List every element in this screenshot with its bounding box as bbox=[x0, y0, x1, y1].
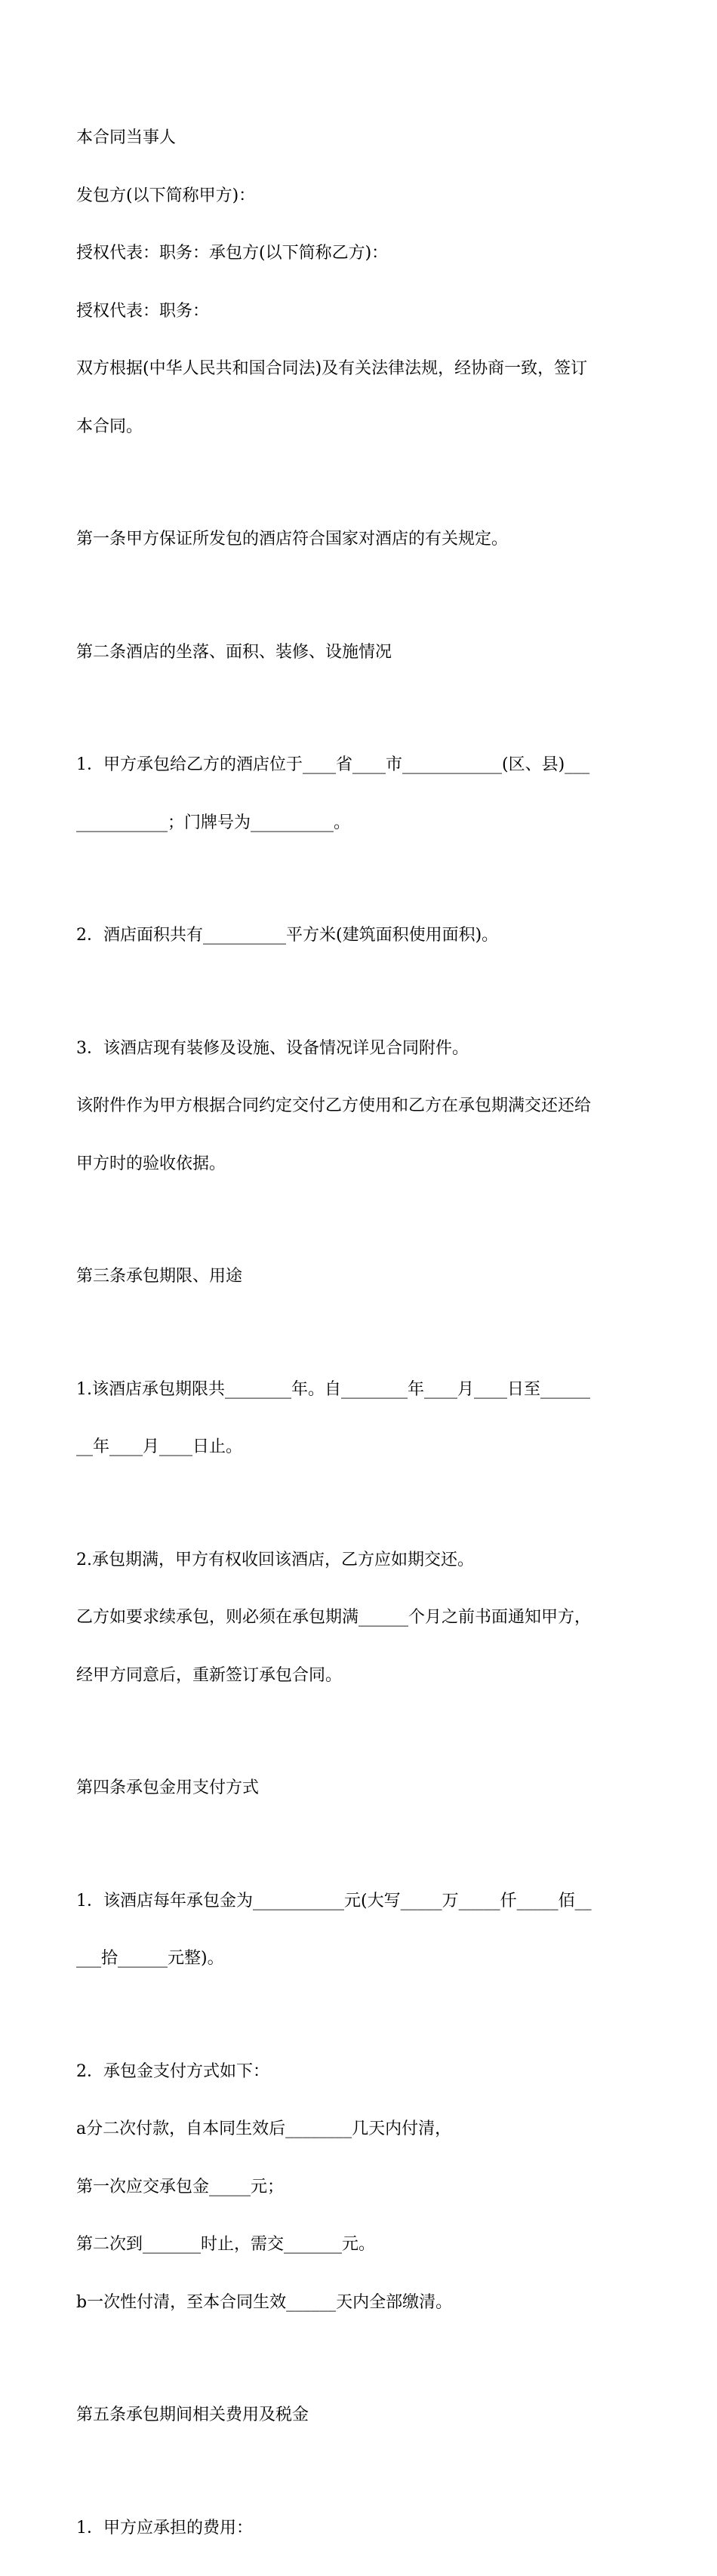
text-line: 经甲方同意后，重新签订承包合同。 bbox=[76, 1666, 642, 1686]
text-line: 3．该酒店现有装修及设施、设备情况详见合同附件。 bbox=[76, 1039, 642, 1059]
paragraph-gap bbox=[76, 1495, 642, 1512]
text-line: 本合同。 bbox=[76, 417, 642, 437]
text-line: 第三条承包期限、用途 bbox=[76, 1267, 642, 1286]
article-3-heading bbox=[76, 1228, 642, 1325]
paragraph-gap bbox=[76, 1212, 642, 1228]
paragraph-gap bbox=[76, 1837, 642, 1853]
text-line: 第二次到_______时止，需交_______元。 bbox=[76, 2235, 642, 2255]
text-line: 授权代表：职务： bbox=[76, 302, 642, 321]
text-line: 第四条承包金用支付方式 bbox=[76, 1778, 642, 1798]
article-3-item-1 bbox=[76, 1342, 642, 1495]
text-line: b一次性付清，至本合同生效______天内全部缴清。 bbox=[76, 2293, 642, 2313]
paragraph-parties bbox=[76, 90, 642, 475]
text-line: 2．酒店面积共有__________平方米(建筑面积使用面积)。 bbox=[76, 926, 642, 945]
text-line: ___________；门牌号为__________。 bbox=[76, 813, 642, 833]
text-line: 第一次应交承包金_____元； bbox=[76, 2178, 642, 2197]
text-line: 双方根据(中华人民共和国合同法)及有关法律法规，经协商一致，签订 bbox=[76, 359, 642, 379]
paragraph-gap bbox=[76, 2464, 642, 2480]
text-line: 发包方(以下简称甲方)： bbox=[76, 186, 642, 206]
text-line: 1．甲方应承担的费用： bbox=[76, 2519, 642, 2538]
article-2-item-3 bbox=[76, 1001, 642, 1213]
paragraph-gap bbox=[76, 2350, 642, 2367]
text-line: 第一条甲方保证所发包的酒店符合国家对酒店的有关规定。 bbox=[76, 530, 642, 549]
text-line: 甲方时的验收依据。 bbox=[76, 1154, 642, 1174]
paragraph-gap bbox=[76, 1723, 642, 1740]
paragraph-gap bbox=[76, 700, 642, 717]
contract-document bbox=[76, 90, 642, 2576]
text-line: 1．该酒店每年承包金为___________元(大写_____万_____仟_____佰__ bbox=[76, 1892, 642, 1911]
text-line: 该附件作为甲方根据合同约定交付乙方使用和乙方在承包期满交还还给 bbox=[76, 1096, 642, 1116]
text-line: 2．承包金支付方式如下： bbox=[76, 2062, 642, 2082]
article-4-heading bbox=[76, 1740, 642, 1837]
text-line: 第二条酒店的坐落、面积、装修、设施情况 bbox=[76, 643, 642, 662]
article-3-item-2 bbox=[76, 1512, 642, 1724]
text-line: __年____月____日止。 bbox=[76, 1437, 642, 1457]
article-4-item-1 bbox=[76, 1853, 642, 2007]
article-4-item-2 bbox=[76, 2024, 642, 2351]
paragraph-gap bbox=[76, 588, 642, 604]
article-2-heading bbox=[76, 604, 642, 701]
text-line: a分二次付款，自本同生效后________几天内付清， bbox=[76, 2120, 642, 2139]
paragraph-gap bbox=[76, 1325, 642, 1342]
article-2-item-2 bbox=[76, 887, 642, 984]
text-line: 第五条承包期间相关费用及税金 bbox=[76, 2405, 642, 2425]
paragraph-gap bbox=[76, 475, 642, 491]
text-line: ___拾______元整)。 bbox=[76, 1949, 642, 1969]
text-line: 乙方如要求续承包，则必须在承包期满______个月之前书面通知甲方， bbox=[76, 1608, 642, 1628]
paragraph-gap bbox=[76, 2007, 642, 2024]
text-line: 1.该酒店承包期限共________年。自________年____月____日至______ bbox=[76, 1380, 642, 1400]
article-5-item-1 bbox=[76, 2480, 642, 2576]
text-line: 本合同当事人 bbox=[76, 128, 642, 148]
article-1 bbox=[76, 491, 642, 588]
article-2-item-1 bbox=[76, 717, 642, 871]
article-5-heading bbox=[76, 2367, 642, 2464]
paragraph-gap bbox=[76, 984, 642, 1001]
text-line: 2.承包期满，甲方有权收回该酒店，乙方应如期交还。 bbox=[76, 1551, 642, 1570]
paragraph-gap bbox=[76, 871, 642, 887]
text-line: 1．甲方承包给乙方的酒店位于____省____市____________(区、县)___ bbox=[76, 755, 642, 775]
text-line: 授权代表：职务：承包方(以下简称乙方)： bbox=[76, 244, 642, 263]
